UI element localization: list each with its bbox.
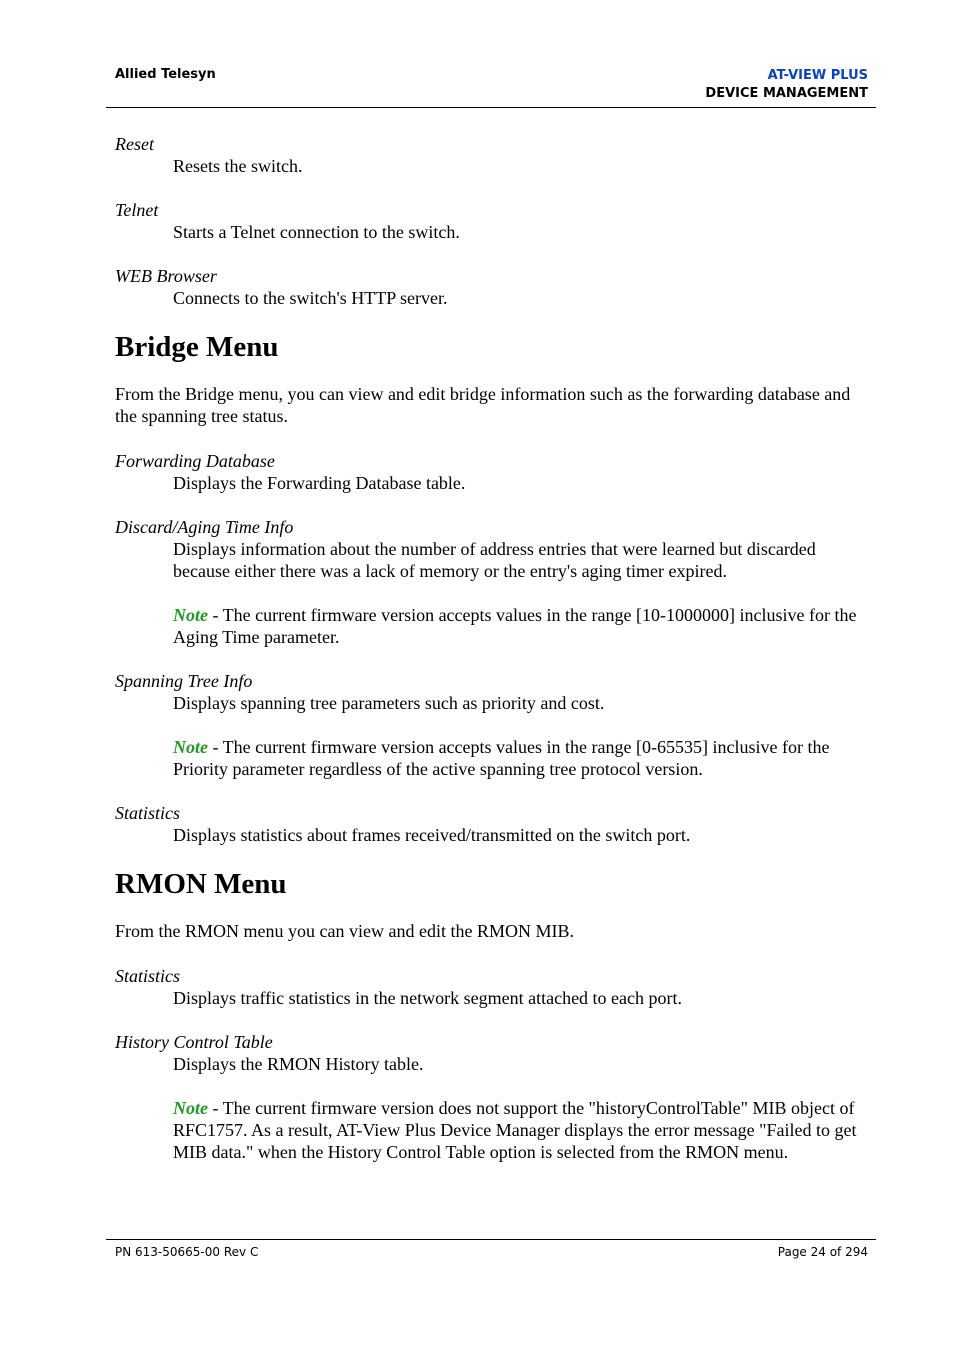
- note-label: Note: [173, 737, 208, 757]
- header-divider: [106, 107, 876, 108]
- definition-item: [115, 516, 875, 648]
- term-discard-aging: Discard/Aging Time Info: [115, 517, 294, 537]
- rmon-menu-heading: RMON Menu: [115, 868, 287, 900]
- rmon-intro: From the RMON menu you can view and edit the RMON MIB.: [115, 921, 574, 941]
- company-name: Allied Telesyn: [115, 67, 216, 82]
- definition-item: [115, 1031, 875, 1163]
- term-statistics: Statistics: [115, 803, 181, 823]
- term-web-browser: WEB Browser: [115, 266, 217, 286]
- definition-item: [115, 802, 875, 846]
- note-label: Note: [173, 605, 208, 625]
- note-text: - The current firmware version accepts values in the range [0-65535] inclusive for the Priority parameter regardless of the active spanning tree protocol version.: [173, 737, 830, 779]
- bridge-intro: From the Bridge menu, you can view and edit bridge information such as the forwarding database and the spanning tree status.: [115, 384, 851, 426]
- definition-item: [115, 265, 875, 309]
- footer-divider: [106, 1239, 876, 1240]
- note: [173, 604, 875, 648]
- definition-text: Connects to the switch's HTTP server.: [173, 288, 448, 308]
- definition-item: [115, 133, 875, 177]
- definition-item: [115, 450, 875, 494]
- part-number: PN 613-50665-00 Rev C: [115, 1245, 259, 1259]
- definition-item: [115, 199, 875, 243]
- page-content: [115, 133, 875, 1185]
- term-rmon-statistics: Statistics: [115, 966, 181, 986]
- header-product: [705, 67, 868, 103]
- definition-item: [115, 965, 875, 1009]
- note-text: - The current firmware version does not support the "historyControlTable" MIB object of RFC1757. As a result, AT-View Plus Device Manager displays the error message "Failed to get MIB data." when the History Control Table option is selected from the RMON menu.: [173, 1098, 857, 1162]
- page-number: Page 24 of 294: [777, 1245, 868, 1259]
- definition-text: Displays statistics about frames received/transmitted on the switch port.: [173, 825, 691, 845]
- definition-text: Displays information about the number of address entries that were learned but discarded because either there was a lack of memory or the entry's aging timer expired.: [173, 539, 816, 581]
- product-name: AT-VIEW PLUS: [767, 68, 868, 83]
- term-spanning-tree: Spanning Tree Info: [115, 671, 253, 691]
- definition-text: Displays the RMON History table.: [173, 1054, 424, 1074]
- note-label: Note: [173, 1098, 208, 1118]
- bridge-menu-heading: Bridge Menu: [115, 331, 279, 363]
- term-history-control-table: History Control Table: [115, 1032, 273, 1052]
- section-name: DEVICE MANAGEMENT: [705, 86, 868, 101]
- definition-text: Displays traffic statistics in the network segment attached to each port.: [173, 988, 683, 1008]
- definition-text: Resets the switch.: [173, 156, 303, 176]
- term-forwarding-database: Forwarding Database: [115, 451, 275, 471]
- note-text: - The current firmware version accepts values in the range [10-1000000] inclusive for the Aging Time parameter.: [173, 605, 857, 647]
- definition-text: Displays spanning tree parameters such as priority and cost.: [173, 693, 605, 713]
- definition-text: Displays the Forwarding Database table.: [173, 473, 466, 493]
- term-reset: Reset: [115, 134, 154, 154]
- note: [173, 736, 875, 780]
- note: [173, 1097, 875, 1163]
- definition-item: [115, 670, 875, 780]
- definition-text: Starts a Telnet connection to the switch.: [173, 222, 460, 242]
- term-telnet: Telnet: [115, 200, 159, 220]
